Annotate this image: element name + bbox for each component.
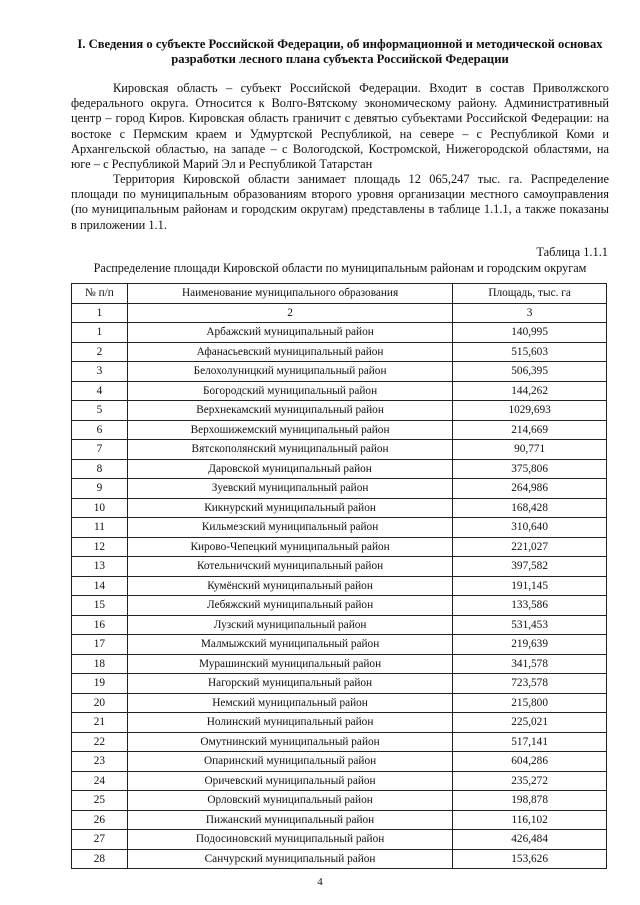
cell-municipality-name: Омутнинский муниципальный район <box>127 732 452 752</box>
column-number-1: 1 <box>72 303 128 323</box>
cell-number: 21 <box>72 713 128 733</box>
cell-number: 27 <box>72 830 128 850</box>
cell-number: 26 <box>72 810 128 830</box>
table-label: Таблица 1.1.1 <box>536 245 608 259</box>
cell-number: 15 <box>72 596 128 616</box>
cell-area: 198,878 <box>453 791 607 811</box>
cell-area: 531,453 <box>453 615 607 635</box>
cell-municipality-name: Афанасьевский муниципальный район <box>127 342 452 362</box>
cell-area: 144,262 <box>453 381 607 401</box>
cell-area: 310,640 <box>453 518 607 538</box>
table-row <box>72 498 607 518</box>
table-row <box>72 830 607 850</box>
table-row <box>72 615 607 635</box>
table-row <box>72 459 607 479</box>
cell-area: 235,272 <box>453 771 607 791</box>
table-row <box>72 771 607 791</box>
table-row <box>72 674 607 694</box>
header-number: № п/п <box>72 284 128 304</box>
cell-municipality-name: Белохолуницкий муниципальный район <box>127 362 452 382</box>
cell-area: 375,806 <box>453 459 607 479</box>
table-row <box>72 401 607 421</box>
table-row <box>72 693 607 713</box>
cell-number: 18 <box>72 654 128 674</box>
cell-area: 133,586 <box>453 596 607 616</box>
cell-municipality-name: Кумёнский муниципальный район <box>127 576 452 596</box>
cell-area: 215,800 <box>453 693 607 713</box>
section-title: I. Сведения о субъекте Российской Федерации, об информационной и методической основах разработки лесного плана субъекта Российской Федерации <box>77 37 603 66</box>
cell-number: 16 <box>72 615 128 635</box>
cell-municipality-name: Санчурский муниципальный район <box>127 849 452 869</box>
cell-area: 140,995 <box>453 323 607 343</box>
cell-area: 397,582 <box>453 557 607 577</box>
cell-municipality-name: Вятскополянский муниципальный район <box>127 440 452 460</box>
cell-area: 517,141 <box>453 732 607 752</box>
cell-number: 10 <box>72 498 128 518</box>
cell-area: 341,578 <box>453 654 607 674</box>
cell-number: 9 <box>72 479 128 499</box>
table-row <box>72 654 607 674</box>
cell-number: 5 <box>72 401 128 421</box>
cell-number: 20 <box>72 693 128 713</box>
cell-number: 25 <box>72 791 128 811</box>
table-column-numbers-row <box>72 303 607 323</box>
column-number-3: 3 <box>453 303 607 323</box>
table-row <box>72 420 607 440</box>
intro-paragraph: Кировская область – субъект Российской Федерации. Входит в состав Приволжского федерального округа. Относится к Волго-Вятскому экономическому району. Административный центр – город Киров. Кировская область граничит с девятью субъектами Российской Федерации: на востоке с Пермским краем и Удмуртской Республикой, на севере – с Республикой Коми и Архангельской областью, на западе – с Вологодской, Костромской, Нижегородской областями, на юге – с Республикой Марий Эл и Республикой Татарстан <box>71 81 609 172</box>
table-row <box>72 596 607 616</box>
cell-number: 13 <box>72 557 128 577</box>
table-row <box>72 479 607 499</box>
column-number-2: 2 <box>127 303 452 323</box>
table-row <box>72 323 607 343</box>
table-caption: Распределение площади Кировской области по муниципальным районам и городским округам <box>93 261 587 275</box>
cell-municipality-name: Кикнурский муниципальный район <box>127 498 452 518</box>
cell-area: 116,102 <box>453 810 607 830</box>
cell-municipality-name: Кильмезский муниципальный район <box>127 518 452 538</box>
cell-municipality-name: Нолинский муниципальный район <box>127 713 452 733</box>
page-number: 4 <box>317 876 323 888</box>
cell-area: 604,286 <box>453 752 607 772</box>
cell-area: 214,669 <box>453 420 607 440</box>
cell-number: 28 <box>72 849 128 869</box>
cell-number: 22 <box>72 732 128 752</box>
table-row <box>72 791 607 811</box>
table-row <box>72 537 607 557</box>
header-area: Площадь, тыс. га <box>453 284 607 304</box>
cell-area: 264,986 <box>453 479 607 499</box>
cell-number: 3 <box>72 362 128 382</box>
territory-paragraph: Территория Кировской области занимает площадь 12 065,247 тыс. га. Распределение площади по муниципальным образованиям второго уровня организации местного самоуправления (по муниципальным районам и городским округам) представлены в таблице 1.1.1, а также показаны в приложении 1.1. <box>71 172 609 232</box>
cell-area: 1029,693 <box>453 401 607 421</box>
cell-number: 24 <box>72 771 128 791</box>
cell-area: 506,395 <box>453 362 607 382</box>
cell-municipality-name: Подосиновский муниципальный район <box>127 830 452 850</box>
table-row <box>72 576 607 596</box>
cell-municipality-name: Мурашинский муниципальный район <box>127 654 452 674</box>
cell-municipality-name: Опаринский муниципальный район <box>127 752 452 772</box>
table-row <box>72 342 607 362</box>
cell-municipality-name: Котельничский муниципальный район <box>127 557 452 577</box>
header-name: Наименование муниципального образования <box>127 284 452 304</box>
cell-municipality-name: Даровской муниципальный район <box>127 459 452 479</box>
table-row <box>72 713 607 733</box>
cell-number: 19 <box>72 674 128 694</box>
table-row <box>72 752 607 772</box>
cell-municipality-name: Лузский муниципальный район <box>127 615 452 635</box>
table-row <box>72 518 607 538</box>
cell-number: 6 <box>72 420 128 440</box>
cell-number: 12 <box>72 537 128 557</box>
cell-municipality-name: Кирово-Чепецкий муниципальный район <box>127 537 452 557</box>
cell-area: 191,145 <box>453 576 607 596</box>
cell-municipality-name: Пижанский муниципальный район <box>127 810 452 830</box>
cell-municipality-name: Лебяжский муниципальный район <box>127 596 452 616</box>
cell-area: 225,021 <box>453 713 607 733</box>
cell-municipality-name: Оричевский муниципальный район <box>127 771 452 791</box>
cell-municipality-name: Орловский муниципальный район <box>127 791 452 811</box>
cell-number: 14 <box>72 576 128 596</box>
table-row <box>72 557 607 577</box>
area-distribution-table <box>71 283 607 869</box>
cell-municipality-name: Немский муниципальный район <box>127 693 452 713</box>
cell-area: 515,603 <box>453 342 607 362</box>
cell-municipality-name: Арбажский муниципальный район <box>127 323 452 343</box>
cell-area: 426,484 <box>453 830 607 850</box>
cell-number: 11 <box>72 518 128 538</box>
table-row <box>72 440 607 460</box>
cell-municipality-name: Нагорский муниципальный район <box>127 674 452 694</box>
cell-number: 17 <box>72 635 128 655</box>
cell-area: 219,639 <box>453 635 607 655</box>
table-row <box>72 362 607 382</box>
cell-number: 8 <box>72 459 128 479</box>
table-header-row <box>72 284 607 304</box>
table-row <box>72 849 607 869</box>
cell-area: 168,428 <box>453 498 607 518</box>
cell-municipality-name: Верхнекамский муниципальный район <box>127 401 452 421</box>
cell-number: 4 <box>72 381 128 401</box>
cell-municipality-name: Верхошижемский муниципальный район <box>127 420 452 440</box>
cell-number: 1 <box>72 323 128 343</box>
table-body <box>72 323 607 869</box>
table-row <box>72 732 607 752</box>
cell-municipality-name: Богородский муниципальный район <box>127 381 452 401</box>
table-row <box>72 635 607 655</box>
cell-municipality-name: Малмыжский муниципальный район <box>127 635 452 655</box>
cell-area: 90,771 <box>453 440 607 460</box>
cell-number: 23 <box>72 752 128 772</box>
cell-municipality-name: Зуевский муниципальный район <box>127 479 452 499</box>
table-row <box>72 381 607 401</box>
cell-number: 2 <box>72 342 128 362</box>
table-row <box>72 810 607 830</box>
cell-area: 221,027 <box>453 537 607 557</box>
cell-number: 7 <box>72 440 128 460</box>
cell-area: 723,578 <box>453 674 607 694</box>
cell-area: 153,626 <box>453 849 607 869</box>
